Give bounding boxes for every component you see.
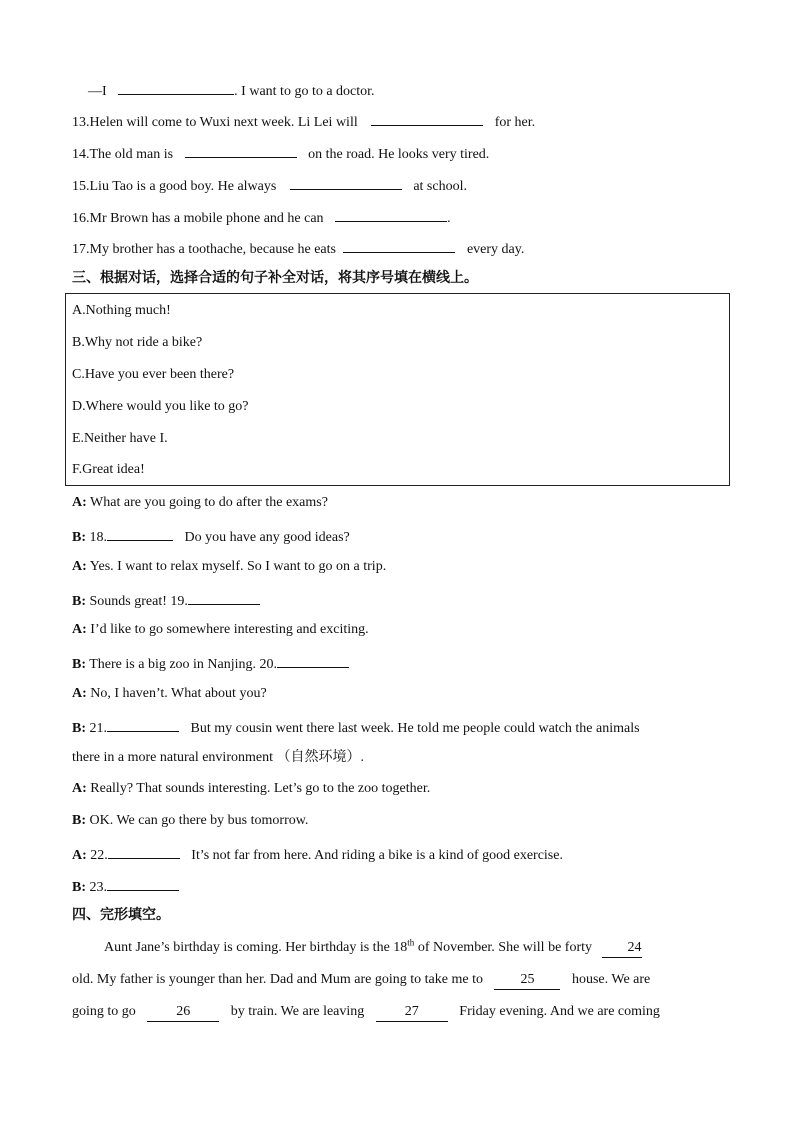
ordinal-suffix: th	[407, 937, 415, 948]
dialogue-line-8	[72, 717, 640, 738]
speaker-label: B:	[72, 530, 86, 545]
speaker-label: B:	[72, 594, 86, 609]
cloze-text: Aunt Jane’s birthday is coming. Her birthday is the 18	[104, 940, 408, 955]
dialogue-line-1	[72, 494, 328, 512]
q12-text: . I want to go to a doctor.	[234, 84, 375, 99]
cloze-text: house. We are	[571, 972, 651, 987]
dialogue-text: Really? That sounds interesting. Let’s go to the zoo together.	[90, 781, 431, 796]
dialogue-line-9	[72, 780, 430, 798]
cloze-blank-24[interactable]: 24	[602, 939, 642, 958]
cloze-blank-25[interactable]: 25	[494, 971, 560, 990]
speaker-label: B:	[72, 657, 86, 672]
options-box	[65, 293, 730, 486]
dialogue-text: There is a big zoo in Nanjing.	[89, 657, 257, 672]
answer-blank-21[interactable]	[107, 717, 179, 732]
speaker-label: A:	[72, 495, 87, 510]
dialogue-line-3	[72, 558, 386, 576]
cloze-text: by train. We are leaving	[230, 1004, 365, 1019]
cloze-text: of November. She will be forty	[414, 940, 592, 955]
question-14	[72, 143, 489, 164]
answer-blank-16[interactable]	[335, 207, 447, 222]
cloze-text: going to go	[72, 1004, 136, 1019]
answer-blank-13[interactable]	[371, 111, 483, 126]
dialogue-text: Do you have any good ideas?	[184, 530, 350, 545]
q17-after: every day.	[466, 242, 525, 257]
q13-after: for her.	[494, 115, 536, 130]
cloze-text: old. My father is younger than her. Dad and Mum are going to take me to	[72, 972, 483, 987]
speaker-label: A:	[72, 622, 87, 637]
dialogue-line-5	[72, 621, 369, 639]
speaker-label: B:	[72, 813, 86, 828]
cloze-text: Friday evening. And we are coming	[459, 1004, 660, 1019]
question-number: 22.	[90, 848, 108, 863]
dialogue-line-12	[72, 876, 179, 897]
dialogue-text: But my cousin went there last week. He told me people could watch the animals	[190, 721, 640, 736]
speaker-label: B:	[72, 880, 86, 895]
dialogue-line-10	[72, 812, 308, 830]
option-f: F.Great idea!	[72, 462, 145, 477]
speaker-label: A:	[72, 781, 87, 796]
q14-text: 14.The old man is	[72, 147, 174, 162]
q12-continuation	[88, 80, 375, 101]
answer-blank-17[interactable]	[343, 238, 455, 253]
section-3-title: 三、根据对话，选择合适的句子补全对话，将其序号填在横线上。	[72, 270, 478, 286]
question-number: 21.	[89, 721, 107, 736]
dialogue-line-7	[72, 685, 267, 703]
question-number: 19.	[170, 594, 188, 609]
speaker-label: B:	[72, 721, 86, 736]
section-4-title: 四、完形填空。	[72, 907, 170, 923]
answer-blank-19[interactable]	[188, 590, 260, 605]
answer-blank-18[interactable]	[107, 526, 173, 541]
dialogue-line-2	[72, 526, 350, 547]
dialogue-text: I’d like to go somewhere interesting and exciting.	[90, 622, 369, 637]
q16-text: 16.Mr Brown has a mobile phone and he can	[72, 211, 324, 226]
answer-blank-23[interactable]	[107, 876, 179, 891]
dialogue-text: It’s not far from here. And riding a bike is a kind of good exercise.	[191, 848, 563, 863]
dialogue-text: Sounds great!	[89, 594, 167, 609]
q12-dash: —I	[88, 84, 107, 99]
q15-text: 15.Liu Tao is a good boy. He always	[72, 179, 277, 194]
answer-blank-20[interactable]	[277, 653, 349, 668]
option-d: D.Where would you like to go?	[72, 399, 249, 414]
question-16	[72, 207, 451, 228]
option-c: C.Have you ever been there?	[72, 367, 235, 382]
q16-after: .	[447, 211, 451, 226]
dialogue-text: No, I haven’t. What about you?	[90, 686, 267, 701]
question-17	[72, 238, 524, 259]
question-number: 23.	[89, 880, 107, 895]
cloze-line-3	[72, 1003, 660, 1022]
dialogue-text: OK. We can go there by bus tomorrow.	[89, 813, 309, 828]
q13-text: 13.Helen will come to Wuxi next week. Li Lei will	[72, 115, 358, 130]
cloze-line-1	[104, 939, 642, 958]
dialogue-line-11	[72, 844, 563, 865]
option-a: A.Nothing much!	[72, 303, 171, 318]
option-e: E.Neither have I.	[72, 431, 168, 446]
answer-blank-14[interactable]	[185, 143, 297, 158]
cloze-blank-27[interactable]: 27	[376, 1003, 448, 1022]
question-15	[72, 175, 467, 196]
dialogue-text: What are you going to do after the exams?	[90, 495, 328, 510]
q15-after: at school.	[413, 179, 467, 194]
q17-text: 17.My brother has a toothache, because he eats	[72, 242, 336, 257]
question-13	[72, 111, 535, 132]
answer-blank-12[interactable]	[118, 80, 234, 95]
speaker-label: A:	[72, 686, 87, 701]
answer-blank-15[interactable]	[290, 175, 402, 190]
cloze-blank-26[interactable]: 26	[147, 1003, 219, 1022]
question-number: 18.	[89, 530, 107, 545]
cloze-line-2	[72, 971, 650, 990]
dialogue-line-4	[72, 590, 260, 611]
dialogue-line-6	[72, 653, 349, 674]
answer-blank-22[interactable]	[108, 844, 180, 859]
dialogue-text: Yes. I want to relax myself. So I want to go on a trip.	[89, 559, 387, 574]
speaker-label: A:	[72, 559, 87, 574]
speaker-label: A:	[72, 848, 87, 863]
dialogue-line-8-cont: there in a more natural environment （自然环境）.	[72, 750, 364, 765]
option-b: B.Why not ride a bike?	[72, 335, 203, 350]
question-number: 20.	[259, 657, 278, 672]
q14-after: on the road. He looks very tired.	[308, 147, 490, 162]
